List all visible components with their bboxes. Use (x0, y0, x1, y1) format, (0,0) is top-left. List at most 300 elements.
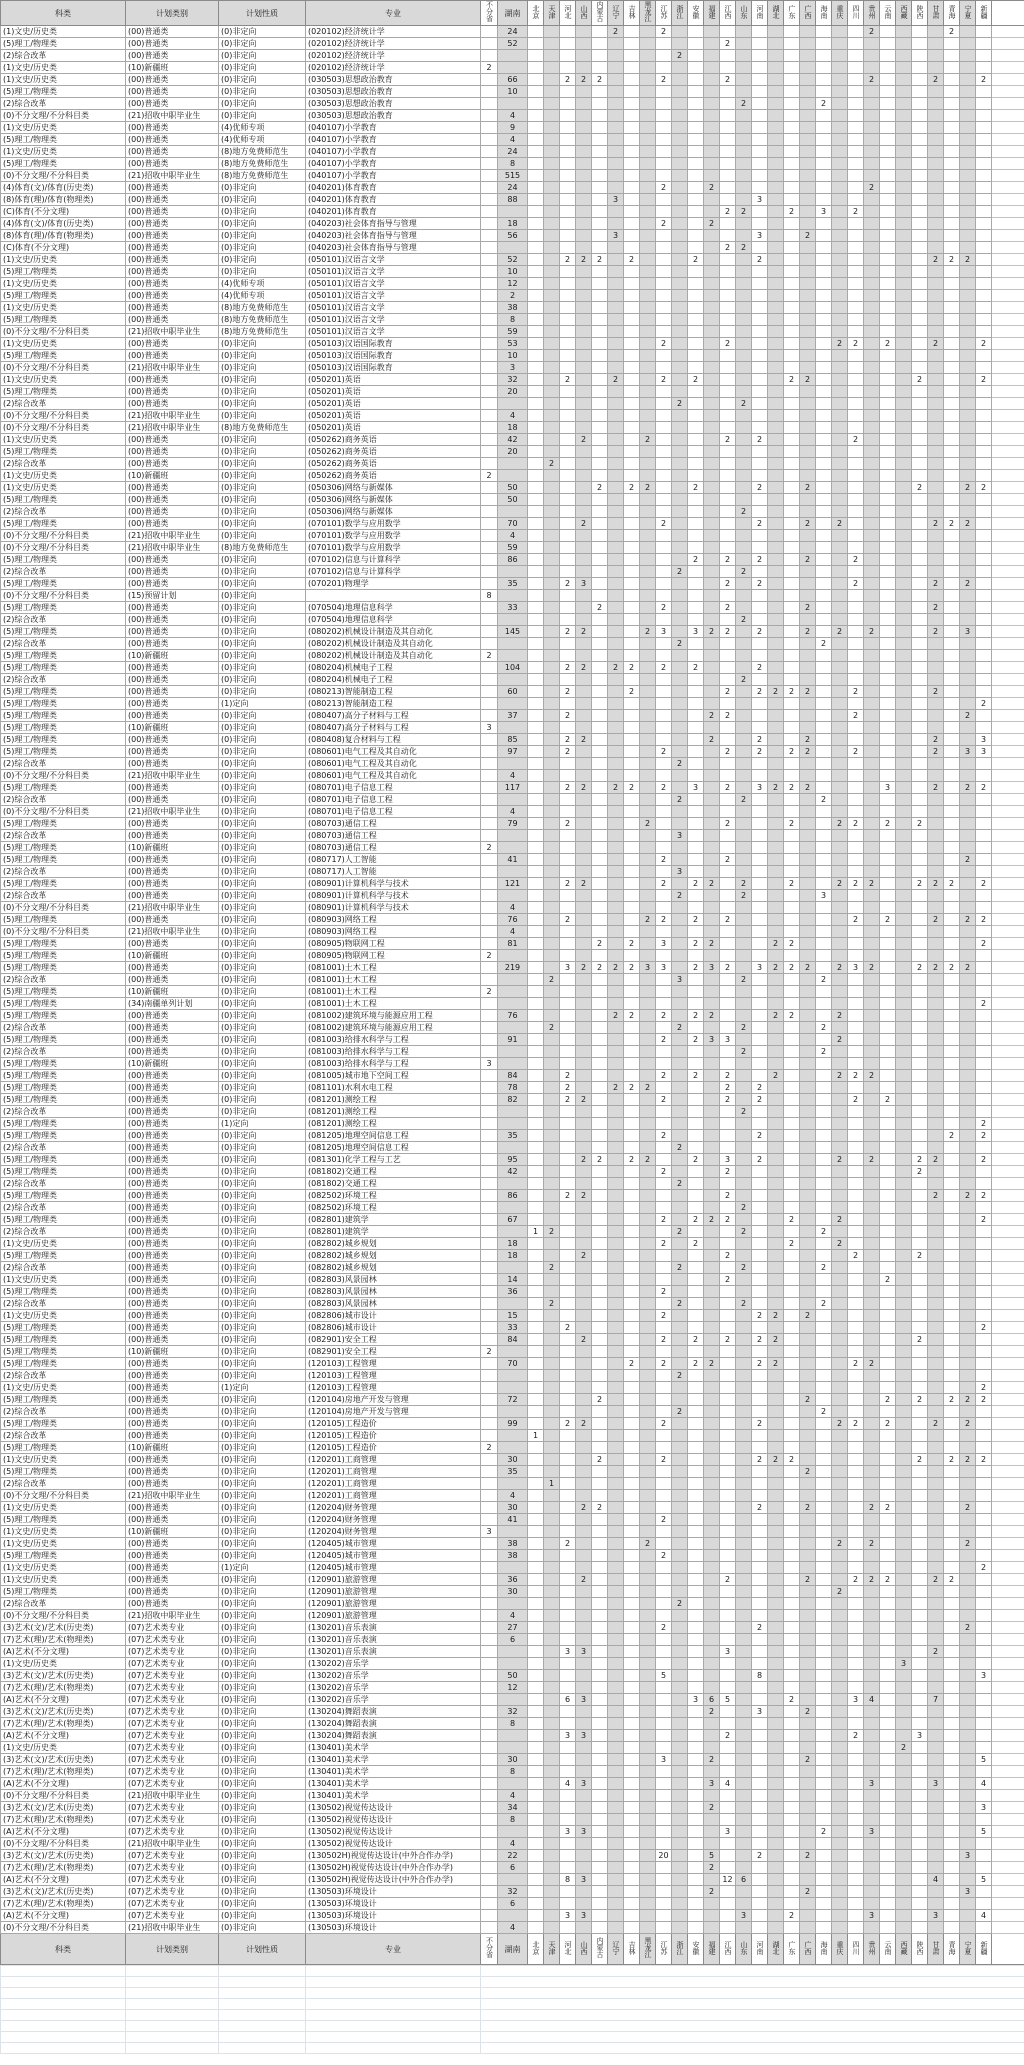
cell-province-辽宁[interactable] (608, 494, 624, 506)
cell-plan-nature[interactable]: (0)非定向 (219, 1214, 306, 1226)
cell-province-河南[interactable]: 2 (752, 1622, 768, 1634)
cell-province-河北[interactable] (560, 482, 576, 494)
cell-province-江苏[interactable] (656, 1106, 672, 1118)
cell-province-重庆[interactable] (832, 266, 848, 278)
cell-province-广东[interactable] (784, 242, 800, 254)
cell-province-海南[interactable] (816, 182, 832, 194)
cell-province-西藏[interactable] (896, 962, 912, 974)
cell-province-陕西[interactable] (912, 1490, 928, 1502)
cell-major[interactable]: (050101)汉语言文学 (306, 254, 481, 266)
cell-province-河南[interactable] (752, 1478, 768, 1490)
cell-major[interactable]: (040203)社会体育指导与管理 (306, 218, 481, 230)
cell-province-黑龙江[interactable] (640, 1118, 656, 1130)
cell-province-广西[interactable] (800, 1478, 816, 1490)
cell-plan-type[interactable]: (00)普通类 (126, 1586, 219, 1598)
cell-province-甘肃[interactable]: 2 (928, 914, 944, 926)
cell-province-河北[interactable] (560, 1610, 576, 1622)
cell-province-山东[interactable] (736, 782, 752, 794)
cell-province-贵州[interactable] (864, 578, 880, 590)
cell-province-河南[interactable]: 2 (752, 662, 768, 674)
cell-province-江西[interactable] (720, 422, 736, 434)
cell-province-甘肃[interactable] (928, 770, 944, 782)
cell-province-青海[interactable] (944, 1154, 960, 1166)
cell-province-河南[interactable] (752, 506, 768, 518)
cell-province-北京[interactable] (528, 1166, 544, 1178)
cell-plan-type[interactable]: (10)新疆班 (126, 842, 219, 854)
cell-province-山西[interactable] (576, 638, 592, 650)
cell-province-云南[interactable] (880, 1058, 896, 1070)
cell-province-青海[interactable] (944, 542, 960, 554)
cell-province-四川[interactable] (848, 530, 864, 542)
cell-province-河北[interactable] (560, 1058, 576, 1070)
cell-hunan-value[interactable] (498, 1022, 528, 1034)
cell-province-山东[interactable] (736, 1190, 752, 1202)
cell-province-辽宁[interactable] (608, 974, 624, 986)
cell-province-内蒙古[interactable] (592, 1250, 608, 1262)
cell-province-内蒙古[interactable] (592, 842, 608, 854)
cell-province-福建[interactable] (704, 26, 720, 38)
cell-province-新疆[interactable] (976, 1250, 992, 1262)
cell-province-河南[interactable] (752, 542, 768, 554)
cell-nosplit-value[interactable] (481, 698, 498, 710)
cell-province-新疆[interactable] (976, 1298, 992, 1310)
cell-province-浙江[interactable] (672, 1070, 688, 1082)
cell-province-重庆[interactable] (832, 386, 848, 398)
cell-province-广东[interactable] (784, 590, 800, 602)
cell-province-贵州[interactable] (864, 1274, 880, 1286)
cell-province-广东[interactable] (784, 74, 800, 86)
cell-province-河北[interactable] (560, 1382, 576, 1394)
cell-province-安徽[interactable] (688, 230, 704, 242)
cell-province-江苏[interactable] (656, 974, 672, 986)
cell-province-福建[interactable] (704, 914, 720, 926)
cell-subject-category[interactable]: (2)综合改革 (1, 974, 126, 986)
cell-province-吉林[interactable] (624, 1202, 640, 1214)
cell-province-吉林[interactable]: 2 (624, 686, 640, 698)
cell-major[interactable]: (030503)思想政治教育 (306, 98, 481, 110)
cell-province-四川[interactable] (848, 38, 864, 50)
cell-hunan-value[interactable]: 4 (498, 1610, 528, 1622)
cell-province-广东[interactable] (784, 1490, 800, 1502)
cell-province-云南[interactable]: 2 (880, 1094, 896, 1106)
cell-province-内蒙古[interactable] (592, 62, 608, 74)
cell-province-海南[interactable] (816, 626, 832, 638)
cell-province-河南[interactable] (752, 1370, 768, 1382)
cell-plan-nature[interactable]: (0)非定向 (219, 1286, 306, 1298)
cell-province-河南[interactable] (752, 350, 768, 362)
cell-province-黑龙江[interactable] (640, 38, 656, 50)
cell-province-浙江[interactable] (672, 1154, 688, 1166)
cell-province-内蒙古[interactable] (592, 1166, 608, 1178)
cell-province-甘肃[interactable] (928, 194, 944, 206)
cell-subject-category[interactable]: (5)理工/物理类 (1, 266, 126, 278)
cell-province-河北[interactable] (560, 770, 576, 782)
cell-province-西藏[interactable] (896, 302, 912, 314)
cell-province-北京[interactable] (528, 962, 544, 974)
cell-province-福建[interactable] (704, 1466, 720, 1478)
cell-plan-nature[interactable]: (0)非定向 (219, 1142, 306, 1154)
cell-province-江苏[interactable] (656, 1046, 672, 1058)
cell-province-贵州[interactable]: 2 (864, 1154, 880, 1166)
cell-province-广西[interactable] (800, 182, 816, 194)
cell-province-广东[interactable] (784, 530, 800, 542)
cell-province-安徽[interactable] (688, 1310, 704, 1322)
cell-province-辽宁[interactable] (608, 674, 624, 686)
cell-province-新疆[interactable] (976, 134, 992, 146)
cell-province-海南[interactable] (816, 1442, 832, 1454)
cell-province-甘肃[interactable] (928, 1526, 944, 1538)
cell-province-山西[interactable] (576, 890, 592, 902)
cell-province-新疆[interactable]: 2 (976, 1190, 992, 1202)
cell-province-浙江[interactable] (672, 1562, 688, 1574)
cell-province-湖北[interactable] (768, 458, 784, 470)
cell-province-安徽[interactable] (688, 290, 704, 302)
cell-province-四川[interactable] (848, 866, 864, 878)
cell-province-贵州[interactable] (864, 1346, 880, 1358)
cell-province-湖北[interactable] (768, 698, 784, 710)
cell-province-福建[interactable]: 2 (704, 734, 720, 746)
cell-province-河南[interactable] (752, 266, 768, 278)
cell-province-重庆[interactable] (832, 98, 848, 110)
cell-plan-type[interactable]: (00)普通类 (126, 938, 219, 950)
cell-plan-type[interactable]: (21)招收中职毕业生 (126, 362, 219, 374)
cell-province-甘肃[interactable] (928, 110, 944, 122)
cell-province-山东[interactable] (736, 458, 752, 470)
cell-province-江西[interactable] (720, 638, 736, 650)
cell-province-湖北[interactable] (768, 1166, 784, 1178)
cell-province-陕西[interactable] (912, 1562, 928, 1574)
cell-province-重庆[interactable] (832, 614, 848, 626)
cell-province-四川[interactable] (848, 62, 864, 74)
cell-plan-nature[interactable]: (8)地方免费师范生 (219, 170, 306, 182)
cell-province-广东[interactable] (784, 1118, 800, 1130)
cell-province-黑龙江[interactable]: 2 (640, 914, 656, 926)
cell-province-重庆[interactable] (832, 1622, 848, 1634)
cell-plan-type[interactable]: (00)普通类 (126, 434, 219, 446)
cell-province-四川[interactable]: 2 (848, 1094, 864, 1106)
cell-province-甘肃[interactable] (928, 1106, 944, 1118)
cell-province-西藏[interactable] (896, 614, 912, 626)
cell-province-福建[interactable] (704, 1022, 720, 1034)
cell-province-青海[interactable] (944, 1034, 960, 1046)
cell-province-河北[interactable]: 2 (560, 746, 576, 758)
cell-province-江西[interactable] (720, 146, 736, 158)
cell-province-贵州[interactable] (864, 986, 880, 998)
cell-province-天津[interactable] (544, 578, 560, 590)
cell-major[interactable]: (080202)机械设计制造及其自动化 (306, 650, 481, 662)
cell-province-河南[interactable] (752, 278, 768, 290)
cell-province-新疆[interactable] (976, 530, 992, 542)
cell-province-山东[interactable]: 2 (736, 974, 752, 986)
cell-province-重庆[interactable] (832, 1562, 848, 1574)
cell-province-辽宁[interactable] (608, 1394, 624, 1406)
cell-plan-type[interactable]: (00)普通类 (126, 218, 219, 230)
cell-province-河南[interactable] (752, 206, 768, 218)
cell-province-云南[interactable] (880, 746, 896, 758)
cell-province-河南[interactable] (752, 1406, 768, 1418)
cell-province-宁夏[interactable] (960, 302, 976, 314)
cell-province-四川[interactable] (848, 722, 864, 734)
cell-province-内蒙古[interactable] (592, 1130, 608, 1142)
cell-province-江西[interactable] (720, 758, 736, 770)
cell-province-天津[interactable] (544, 1622, 560, 1634)
cell-province-重庆[interactable] (832, 314, 848, 326)
cell-province-安徽[interactable] (688, 602, 704, 614)
cell-province-山东[interactable] (736, 86, 752, 98)
cell-hunan-value[interactable]: 14 (498, 1274, 528, 1286)
cell-province-江苏[interactable] (656, 1478, 672, 1490)
cell-province-山东[interactable] (736, 410, 752, 422)
cell-province-内蒙古[interactable] (592, 410, 608, 422)
cell-province-河南[interactable] (752, 854, 768, 866)
cell-province-海南[interactable]: 3 (816, 206, 832, 218)
cell-province-黑龙江[interactable] (640, 1346, 656, 1358)
cell-plan-nature[interactable]: (8)地方免费师范生 (219, 146, 306, 158)
cell-province-海南[interactable] (816, 554, 832, 566)
cell-hunan-value[interactable] (498, 1478, 528, 1490)
cell-province-江西[interactable] (720, 98, 736, 110)
cell-province-吉林[interactable]: 2 (624, 662, 640, 674)
cell-province-山西[interactable] (576, 506, 592, 518)
cell-province-浙江[interactable] (672, 26, 688, 38)
cell-province-新疆[interactable]: 2 (976, 1382, 992, 1394)
cell-province-江苏[interactable] (656, 794, 672, 806)
cell-province-四川[interactable]: 3 (848, 962, 864, 974)
cell-major[interactable]: (080701)电子信息工程 (306, 794, 481, 806)
cell-province-江西[interactable] (720, 494, 736, 506)
cell-subject-category[interactable]: (8)体育(理)/体育(物理类) (1, 230, 126, 242)
cell-subject-category[interactable]: (5)理工/物理类 (1, 1154, 126, 1166)
cell-province-天津[interactable] (544, 1418, 560, 1430)
cell-province-北京[interactable] (528, 1502, 544, 1514)
cell-hunan-value[interactable] (498, 1598, 528, 1610)
cell-province-新疆[interactable] (976, 986, 992, 998)
cell-province-辽宁[interactable] (608, 1358, 624, 1370)
cell-major[interactable]: (050306)网络与新媒体 (306, 506, 481, 518)
cell-plan-nature[interactable]: (0)非定向 (219, 242, 306, 254)
cell-province-福建[interactable] (704, 278, 720, 290)
cell-province-福建[interactable] (704, 818, 720, 830)
cell-province-河北[interactable]: 2 (560, 1190, 576, 1202)
cell-province-新疆[interactable]: 2 (976, 1118, 992, 1130)
cell-plan-type[interactable]: (00)普通类 (126, 626, 219, 638)
cell-province-山西[interactable] (576, 1202, 592, 1214)
cell-subject-category[interactable]: (5)理工/物理类 (1, 686, 126, 698)
cell-province-新疆[interactable] (976, 1346, 992, 1358)
cell-province-内蒙古[interactable] (592, 710, 608, 722)
cell-province-内蒙古[interactable] (592, 1598, 608, 1610)
cell-province-西藏[interactable] (896, 1622, 912, 1634)
cell-province-宁夏[interactable]: 2 (960, 782, 976, 794)
cell-plan-type[interactable]: (00)普通类 (126, 242, 219, 254)
cell-province-青海[interactable] (944, 1622, 960, 1634)
cell-province-河南[interactable] (752, 1262, 768, 1274)
cell-nosplit-value[interactable] (481, 1454, 498, 1466)
cell-plan-type[interactable]: (00)普通类 (126, 1190, 219, 1202)
cell-province-辽宁[interactable] (608, 38, 624, 50)
cell-province-河北[interactable]: 2 (560, 782, 576, 794)
cell-province-福建[interactable] (704, 782, 720, 794)
cell-province-广西[interactable] (800, 974, 816, 986)
cell-province-江苏[interactable] (656, 1562, 672, 1574)
cell-province-海南[interactable] (816, 986, 832, 998)
cell-province-广东[interactable] (784, 578, 800, 590)
cell-province-北京[interactable] (528, 1478, 544, 1490)
cell-major[interactable]: (081005)城市地下空间工程 (306, 1070, 481, 1082)
cell-nosplit-value[interactable] (481, 1334, 498, 1346)
cell-province-福建[interactable] (704, 314, 720, 326)
cell-plan-nature[interactable]: (0)非定向 (219, 1394, 306, 1406)
cell-province-内蒙古[interactable] (592, 422, 608, 434)
column-header-province-山西[interactable]: 山西 (576, 1, 592, 26)
cell-province-内蒙古[interactable]: 2 (592, 1502, 608, 1514)
cell-hunan-value[interactable]: 32 (498, 374, 528, 386)
cell-province-福建[interactable]: 2 (704, 626, 720, 638)
cell-province-广东[interactable] (784, 674, 800, 686)
cell-province-陕西[interactable] (912, 686, 928, 698)
cell-plan-type[interactable]: (00)普通类 (126, 1106, 219, 1118)
cell-province-吉林[interactable] (624, 818, 640, 830)
cell-province-河北[interactable] (560, 1562, 576, 1574)
cell-province-四川[interactable] (848, 986, 864, 998)
cell-province-贵州[interactable] (864, 890, 880, 902)
cell-hunan-value[interactable] (498, 842, 528, 854)
cell-province-北京[interactable] (528, 806, 544, 818)
cell-province-宁夏[interactable] (960, 602, 976, 614)
cell-nosplit-value[interactable] (481, 1022, 498, 1034)
cell-major[interactable]: (080601)电气工程及其自动化 (306, 758, 481, 770)
cell-subject-category[interactable]: (5)理工/物理类 (1, 1334, 126, 1346)
cell-plan-type[interactable]: (00)普通类 (126, 26, 219, 38)
cell-hunan-value[interactable]: 86 (498, 1190, 528, 1202)
cell-province-安徽[interactable] (688, 1490, 704, 1502)
cell-province-北京[interactable] (528, 1394, 544, 1406)
cell-province-江西[interactable]: 2 (720, 854, 736, 866)
cell-province-山西[interactable] (576, 482, 592, 494)
cell-province-浙江[interactable] (672, 518, 688, 530)
cell-province-四川[interactable] (848, 734, 864, 746)
cell-major[interactable]: (020102)经济统计学 (306, 38, 481, 50)
cell-province-海南[interactable] (816, 338, 832, 350)
cell-province-新疆[interactable] (976, 254, 992, 266)
cell-plan-type[interactable]: (00)普通类 (126, 1394, 219, 1406)
cell-province-辽宁[interactable] (608, 1466, 624, 1478)
cell-province-湖北[interactable] (768, 1034, 784, 1046)
cell-province-安徽[interactable] (688, 1322, 704, 1334)
cell-province-青海[interactable] (944, 710, 960, 722)
cell-province-黑龙江[interactable] (640, 362, 656, 374)
cell-province-江西[interactable] (720, 1598, 736, 1610)
cell-province-湖北[interactable] (768, 278, 784, 290)
cell-province-青海[interactable] (944, 1550, 960, 1562)
cell-province-云南[interactable] (880, 1082, 896, 1094)
cell-province-云南[interactable] (880, 1262, 896, 1274)
cell-major[interactable]: (120901)旅游管理 (306, 1574, 481, 1586)
cell-province-海南[interactable] (816, 170, 832, 182)
cell-province-黑龙江[interactable] (640, 290, 656, 302)
cell-province-天津[interactable] (544, 122, 560, 134)
cell-province-云南[interactable] (880, 1286, 896, 1298)
cell-province-贵州[interactable] (864, 110, 880, 122)
cell-major[interactable]: (082806)城市设计 (306, 1322, 481, 1334)
cell-province-广西[interactable] (800, 1370, 816, 1382)
cell-province-湖北[interactable] (768, 530, 784, 542)
cell-province-内蒙古[interactable] (592, 866, 608, 878)
cell-plan-type[interactable]: (00)普通类 (126, 674, 219, 686)
cell-province-江西[interactable]: 2 (720, 626, 736, 638)
cell-province-山东[interactable] (736, 266, 752, 278)
cell-province-安徽[interactable] (688, 1142, 704, 1154)
cell-province-河北[interactable] (560, 1502, 576, 1514)
cell-province-安徽[interactable] (688, 698, 704, 710)
cell-province-河北[interactable] (560, 1286, 576, 1298)
cell-province-河南[interactable] (752, 1382, 768, 1394)
cell-province-黑龙江[interactable] (640, 1562, 656, 1574)
cell-subject-category[interactable]: (2)综合改革 (1, 566, 126, 578)
cell-nosplit-value[interactable] (481, 626, 498, 638)
cell-province-内蒙古[interactable] (592, 1070, 608, 1082)
cell-province-四川[interactable] (848, 1598, 864, 1610)
cell-province-海南[interactable] (816, 494, 832, 506)
cell-province-吉林[interactable] (624, 626, 640, 638)
cell-province-重庆[interactable] (832, 1286, 848, 1298)
cell-subject-category[interactable]: (2)综合改革 (1, 458, 126, 470)
cell-province-河南[interactable]: 2 (752, 1154, 768, 1166)
cell-nosplit-value[interactable] (481, 1046, 498, 1058)
cell-hunan-value[interactable] (498, 98, 528, 110)
cell-province-安徽[interactable] (688, 50, 704, 62)
cell-province-福建[interactable] (704, 38, 720, 50)
cell-province-陕西[interactable] (912, 26, 928, 38)
cell-province-甘肃[interactable] (928, 1298, 944, 1310)
cell-major[interactable]: (081201)测绘工程 (306, 1106, 481, 1118)
cell-subject-category[interactable]: (2)综合改革 (1, 1202, 126, 1214)
cell-province-陕西[interactable]: 2 (912, 1454, 928, 1466)
cell-province-江西[interactable] (720, 398, 736, 410)
cell-province-青海[interactable] (944, 566, 960, 578)
cell-nosplit-value[interactable] (481, 98, 498, 110)
cell-province-辽宁[interactable] (608, 1238, 624, 1250)
cell-plan-nature[interactable]: (0)非定向 (219, 722, 306, 734)
cell-province-广西[interactable] (800, 446, 816, 458)
cell-province-吉林[interactable] (624, 170, 640, 182)
cell-province-新疆[interactable] (976, 578, 992, 590)
cell-nosplit-value[interactable] (481, 638, 498, 650)
cell-plan-type[interactable]: (00)普通类 (126, 146, 219, 158)
cell-province-黑龙江[interactable]: 2 (640, 1082, 656, 1094)
cell-province-天津[interactable] (544, 830, 560, 842)
cell-province-青海[interactable] (944, 626, 960, 638)
cell-major[interactable]: (050101)汉语言文学 (306, 266, 481, 278)
cell-major[interactable]: (070201)物理学 (306, 578, 481, 590)
cell-province-天津[interactable] (544, 230, 560, 242)
cell-province-山东[interactable] (736, 770, 752, 782)
cell-province-宁夏[interactable] (960, 698, 976, 710)
cell-province-辽宁[interactable] (608, 1550, 624, 1562)
cell-province-北京[interactable] (528, 866, 544, 878)
cell-province-新疆[interactable] (976, 62, 992, 74)
cell-province-江苏[interactable] (656, 158, 672, 170)
cell-province-天津[interactable] (544, 1430, 560, 1442)
cell-province-重庆[interactable] (832, 1370, 848, 1382)
cell-province-新疆[interactable]: 2 (976, 1214, 992, 1226)
cell-province-新疆[interactable] (976, 974, 992, 986)
cell-province-河北[interactable] (560, 386, 576, 398)
cell-province-广西[interactable] (800, 50, 816, 62)
cell-province-广西[interactable] (800, 890, 816, 902)
cell-major[interactable]: (081001)土木工程 (306, 962, 481, 974)
cell-province-福建[interactable] (704, 302, 720, 314)
